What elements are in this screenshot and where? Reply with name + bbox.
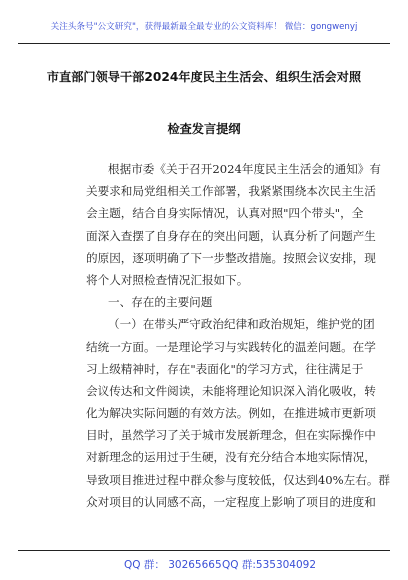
header-divider [18, 43, 390, 44]
body-line: 目时，虽然学习了关于城市发展新理念，但在实际操作中 [86, 428, 376, 443]
document-body [86, 158, 391, 513]
body-line: 根据市委《关于召开2024年度民主生活会的通知》有 [108, 162, 381, 176]
body-line: 将个人对照检查情况汇报如下。 [86, 272, 249, 287]
body-line: （一）在带头严守政治纪律和政治规矩，维护党的团 [108, 317, 375, 332]
body-line: 众对项目的认同感不高，一定程度上影响了项目的进度和 [86, 494, 376, 509]
body-line: 面深入查摆了自身存在的突出问题，认真分析了问题产生 [86, 228, 376, 243]
body-line: 导致项目推进过程中群众参与度较低，仅达到40%左右。群 [86, 472, 391, 487]
body-line: 结统一方面。一是理论学习与实践转化的温差问题。在学 [86, 339, 376, 354]
body-line: 对新理念的运用过于生硬，没有充分结合本地实际情况， [86, 450, 376, 465]
body-line: 的原因，逐项明确了下一步整改措施。按照会议安排，现 [86, 250, 376, 265]
body-line: 化为解决实际问题的有效方法。例如，在推进城市更新项 [86, 406, 376, 421]
document-title-line-1: 市直部门领导干部2024年度民主生活会、组织生活会对照 [46, 70, 362, 84]
section-heading: 一、存在的主要问题 [108, 295, 213, 310]
footer-divider [18, 550, 390, 551]
footer-qq-group-2: QQ 群:535304092 [222, 559, 317, 571]
body-line: 会议传达和文件阅读，未能将理论知识深入消化吸收，转 [86, 383, 376, 398]
body-line: 会主题，结合自身实际情况，认真对照"四个带头"，全 [86, 206, 364, 221]
body-line: 习上级精神时，存在"表面化"的学习方式，往往满足于 [86, 361, 364, 376]
body-line: 关要求和局党组相关工作部署，我紧紧围绕本次民主生活 [86, 184, 376, 199]
document-title-line-2: 检查发言提纲 [167, 122, 241, 136]
header-banner: 关注头条号"公文研究"，获得最新最全最专业的公文资料库！ 微信：gongwenyj [50, 22, 358, 32]
footer-qq-group-1: QQ 群： 30265665 [124, 559, 222, 571]
